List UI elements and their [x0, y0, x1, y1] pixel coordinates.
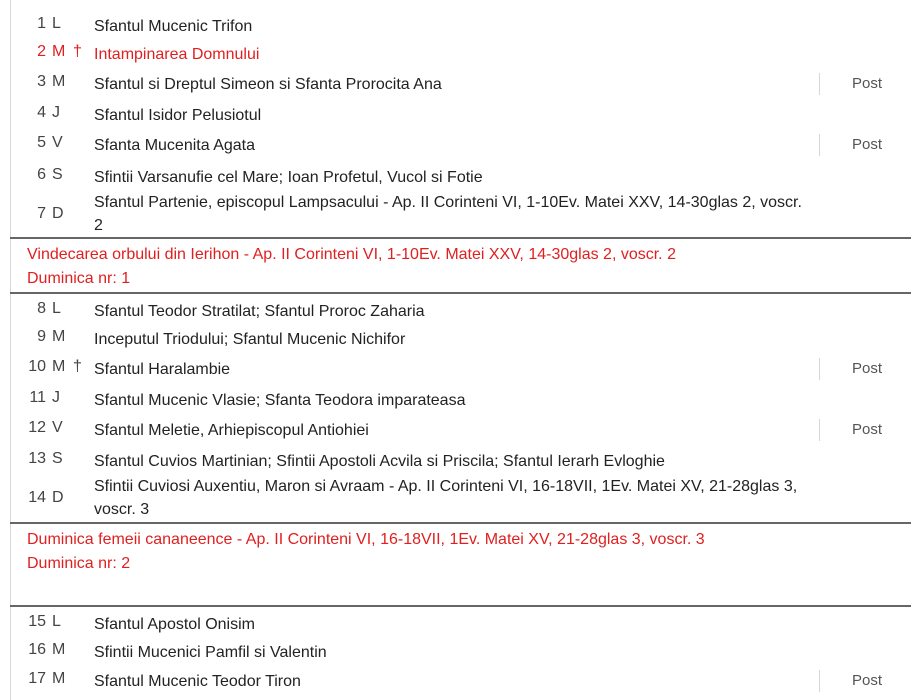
day-of-week: J — [52, 389, 60, 406]
day-row[interactable] — [0, 670, 910, 692]
week-separator — [10, 522, 911, 524]
day-row[interactable] — [0, 358, 910, 380]
saint-name: Sfantul Meletie, Arhiepiscopul Antiohiei — [94, 422, 369, 439]
feast-cross-icon: † — [73, 43, 82, 60]
post-label: Post — [852, 672, 883, 689]
day-of-week: D — [52, 489, 64, 506]
post-label: Post — [852, 75, 883, 92]
day-number: 10 — [28, 358, 46, 375]
day-number: 3 — [37, 73, 46, 90]
saint-name: Sfintii Cuviosi Auxentiu, Maron si Avraam - Ap. II Corinteni VI, 16-18VII, 1Ev. Matei XV, 21-28glas 3, voscr. 3 — [94, 478, 798, 518]
week-separator — [10, 237, 911, 239]
day-number: 16 — [28, 641, 46, 658]
day-of-week: L — [52, 613, 61, 630]
day-row[interactable] — [0, 166, 910, 188]
day-row[interactable] — [0, 475, 910, 521]
day-of-week: M — [52, 641, 66, 658]
saint-name: Sfantul Partenie, episcopul Lampsacului - Ap. II Corinteni VI, 1-10Ev. Matei XXV, 14-30glas 2, voscr. 2 — [94, 194, 802, 234]
saint-name: Sfantul Mucenic Trifon — [94, 18, 253, 35]
day-row[interactable] — [0, 450, 910, 472]
saint-name: Inceputul Triodului; Sfantul Mucenic Nichifor — [94, 331, 406, 348]
saint-name: Sfantul Haralambie — [94, 361, 231, 378]
day-number: 12 — [28, 419, 46, 436]
sunday-count: Duminica nr: 2 — [27, 555, 131, 572]
day-row[interactable] — [0, 328, 910, 350]
sunday-count: Duminica nr: 1 — [27, 270, 131, 287]
day-of-week: D — [52, 205, 64, 222]
day-row[interactable] — [0, 15, 910, 37]
week-separator — [10, 605, 911, 607]
day-number: 6 — [37, 166, 46, 183]
day-number: 1 — [37, 15, 46, 32]
day-of-week: J — [52, 104, 60, 121]
saint-name: Sfantul Mucenic Vlasie; Sfanta Teodora imparateasa — [94, 392, 466, 409]
feast-cross-icon: † — [73, 358, 82, 375]
day-number: 9 — [37, 328, 46, 345]
saint-name: Sfintii Varsanufie cel Mare; Ioan Profetul, Vucol si Fotie — [94, 169, 483, 186]
day-of-week: M — [52, 358, 66, 375]
day-of-week: M — [52, 328, 66, 345]
post-label: Post — [852, 360, 883, 377]
day-number: 7 — [37, 205, 46, 222]
day-row[interactable] — [0, 300, 910, 322]
day-number: 15 — [28, 613, 46, 630]
day-of-week: M — [52, 73, 66, 90]
saint-name: Sfantul Isidor Pelusiotul — [94, 107, 262, 124]
day-row[interactable] — [0, 613, 910, 635]
day-row[interactable] — [0, 134, 910, 156]
day-of-week: M — [52, 43, 66, 60]
day-of-week: S — [52, 450, 63, 467]
day-row[interactable] — [0, 389, 910, 411]
sunday-reading: Vindecarea orbului din Ierihon - Ap. II Corinteni VI, 1-10Ev. Matei XXV, 14-30glas 2, voscr. 2 — [27, 246, 676, 263]
day-row[interactable] — [0, 104, 910, 126]
saint-name: Sfintii Mucenici Pamfil si Valentin — [94, 644, 327, 661]
saint-name: Intampinarea Domnului — [94, 46, 260, 63]
saint-name: Sfantul Apostol Onisim — [94, 616, 255, 633]
post-label: Post — [852, 421, 883, 438]
day-number: 11 — [29, 389, 46, 406]
day-row[interactable] — [0, 73, 910, 95]
post-divider — [819, 419, 820, 441]
day-number: 4 — [37, 104, 46, 121]
post-divider — [819, 73, 820, 95]
day-row[interactable] — [0, 419, 910, 441]
day-row[interactable] — [0, 43, 910, 65]
day-of-week: V — [52, 134, 63, 151]
day-row[interactable] — [0, 641, 910, 663]
post-divider — [819, 134, 820, 156]
day-number: 14 — [28, 489, 46, 506]
week-separator — [10, 292, 911, 294]
day-number: 5 — [37, 134, 46, 151]
day-number: 2 — [37, 43, 46, 60]
post-divider — [819, 358, 820, 380]
saint-name: Sfantul Mucenic Teodor Tiron — [94, 673, 301, 690]
day-of-week: S — [52, 166, 63, 183]
post-divider — [819, 670, 820, 692]
saint-name: Sfantul Teodor Stratilat; Sfantul Proroc Zaharia — [94, 303, 425, 320]
post-label: Post — [852, 136, 883, 153]
day-of-week: L — [52, 300, 61, 317]
sunday-reading: Duminica femeii cananeence - Ap. II Corinteni VI, 16-18VII, 1Ev. Matei XV, 21-28glas 3, voscr. 3 — [27, 531, 705, 548]
saint-name: Sfantul Cuvios Martinian; Sfintii Apostoli Acvila si Priscila; Sfantul Ierarh Evloghie — [94, 453, 665, 470]
day-number: 17 — [28, 670, 46, 687]
saint-name: Sfantul si Dreptul Simeon si Sfanta Prorocita Ana — [94, 76, 442, 93]
day-number: 8 — [37, 300, 46, 317]
day-of-week: L — [52, 15, 61, 32]
saint-name: Sfanta Mucenita Agata — [94, 137, 255, 154]
day-of-week: M — [52, 670, 66, 687]
day-row[interactable] — [0, 191, 910, 237]
day-number: 13 — [28, 450, 46, 467]
day-of-week: V — [52, 419, 63, 436]
